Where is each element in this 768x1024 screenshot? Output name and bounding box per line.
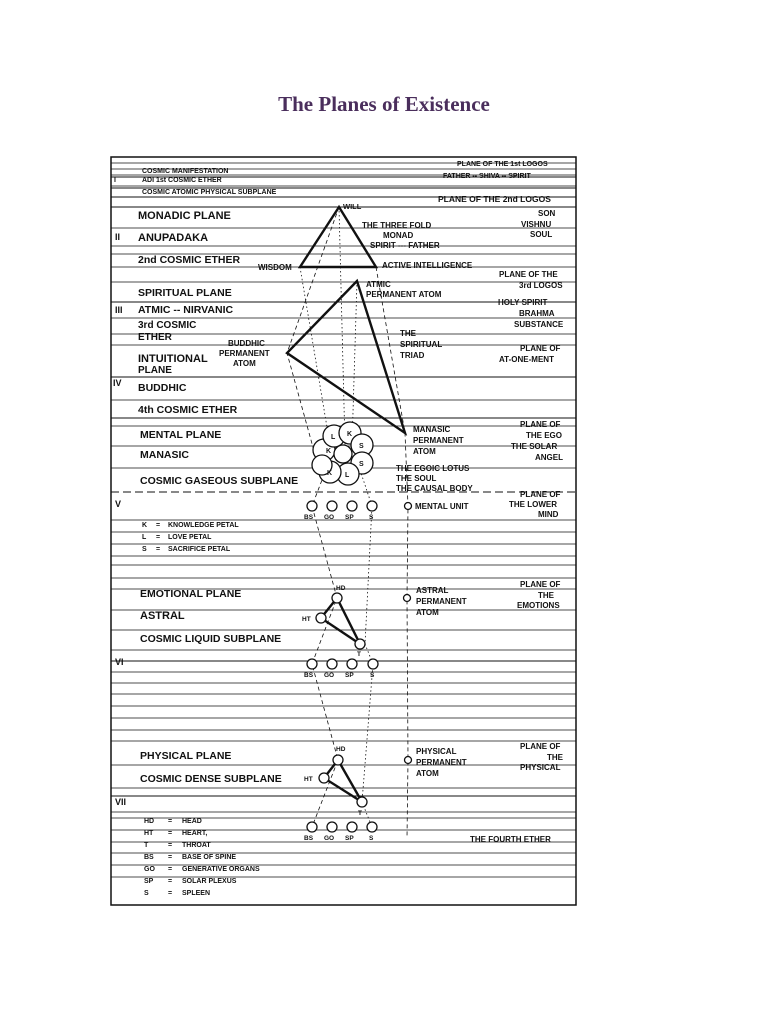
label-cosmic-3: 3rd COSMIC bbox=[138, 320, 197, 331]
chakra-label-t: T bbox=[357, 651, 361, 658]
label-physical-right: PHYSICAL bbox=[520, 763, 561, 772]
chakra-circle bbox=[368, 659, 378, 669]
numeral-iv: IV bbox=[113, 378, 122, 388]
chakra-label-bs: BS bbox=[304, 835, 314, 842]
petal-label-s: S bbox=[359, 443, 364, 450]
label-cosmic-liquid: COSMIC LIQUID SUBPLANE bbox=[140, 633, 282, 645]
label-astral-center: ASTRAL bbox=[416, 586, 449, 595]
astral-permanent-atom-point bbox=[404, 595, 411, 602]
label-atonement: AT-ONE-MENT bbox=[499, 355, 554, 364]
chakra-label-sp: SP bbox=[345, 514, 354, 521]
legend-equals: = bbox=[168, 830, 173, 837]
chakra-heart-circle bbox=[316, 613, 326, 623]
legend-desc: SOLAR PLEXUS bbox=[182, 878, 237, 885]
label-intuitional: INTUITIONAL bbox=[138, 353, 208, 365]
label-spiritual-center: SPIRITUAL bbox=[400, 340, 443, 349]
legend-key: L bbox=[142, 534, 147, 541]
chakra-circle bbox=[347, 501, 357, 511]
legend-key: HT bbox=[144, 830, 154, 837]
chakra-label-hd: HD bbox=[336, 585, 346, 592]
legend-key: S bbox=[142, 546, 147, 553]
label-logos-3: 3rd LOGOS bbox=[519, 281, 563, 290]
astral-triangle bbox=[321, 598, 360, 644]
label-permanent: PERMANENT bbox=[413, 436, 464, 445]
label-plane-of: PLANE OF bbox=[520, 420, 561, 429]
legend-desc: GENERATIVE ORGANS bbox=[182, 866, 260, 873]
chakra-label-t: T bbox=[358, 810, 362, 817]
legend-equals: = bbox=[156, 534, 161, 541]
chakra-label-bs: BS bbox=[304, 514, 314, 521]
chakra-row-physical bbox=[304, 746, 377, 842]
legend-desc: BASE OF SPINE bbox=[182, 854, 237, 861]
label-ether-3: ETHER bbox=[138, 332, 172, 343]
label-monadic: MONADIC PLANE bbox=[138, 210, 231, 222]
numeral-ii: II bbox=[115, 232, 121, 242]
legend-key: HD bbox=[144, 818, 155, 825]
legend-key: S bbox=[144, 890, 149, 897]
legend-equals: = bbox=[168, 842, 173, 849]
chakra-circle bbox=[307, 822, 317, 832]
label-the-solar: THE SOLAR bbox=[511, 442, 558, 451]
label-vishnu: VISHNU bbox=[521, 220, 552, 229]
label-will: WILL bbox=[343, 202, 362, 211]
label-brahma: BRAHMA bbox=[519, 309, 555, 318]
petal-label-k: K bbox=[347, 431, 353, 438]
legend-equals: = bbox=[156, 522, 161, 529]
label-buddhic: BUDDHIC bbox=[138, 382, 187, 394]
legend-equals: = bbox=[156, 546, 161, 553]
label-plane-of-the: PLANE OF THE bbox=[499, 270, 558, 279]
numeral-v: V bbox=[115, 499, 122, 509]
label-cosmic-gaseous: COSMIC GASEOUS SUBPLANE bbox=[140, 475, 299, 487]
legend-desc: KNOWLEDGE PETAL bbox=[168, 522, 239, 529]
label-physical-center: PHYSICAL bbox=[416, 747, 457, 756]
label-atom: ATOM bbox=[413, 447, 436, 456]
legend-key: SP bbox=[144, 878, 154, 885]
chakra-circle bbox=[347, 659, 357, 669]
legend-desc: LOVE PETAL bbox=[168, 534, 212, 541]
legend-equals: = bbox=[168, 878, 173, 885]
chakra-circle bbox=[307, 659, 317, 669]
page-title: The Planes of Existence bbox=[278, 92, 490, 116]
label-emotional: EMOTIONAL PLANE bbox=[140, 588, 242, 600]
legend-equals: = bbox=[168, 854, 173, 861]
physical-permanent-atom-point bbox=[405, 757, 412, 764]
label-manasic: MANASIC bbox=[140, 449, 189, 461]
label-egoic-lotus: THE EGOIC LOTUS bbox=[396, 464, 470, 473]
label-atom: ATOM bbox=[416, 769, 439, 778]
label-astral: ASTRAL bbox=[140, 610, 185, 622]
legend-equals: = bbox=[168, 818, 173, 825]
label-anupadaka: ANUPADAKA bbox=[138, 232, 209, 244]
label-substance: SUBSTANCE bbox=[514, 320, 564, 329]
petal-label-l: L bbox=[331, 434, 336, 441]
label-cosmic-atomic: COSMIC ATOMIC PHYSICAL SUBPLANE bbox=[142, 189, 277, 196]
legend-desc: THROAT bbox=[182, 842, 211, 849]
legend-desc: SACRIFICE PETAL bbox=[168, 546, 231, 553]
legend-desc: SPLEEN bbox=[182, 890, 211, 897]
label-spiritual-the: THE bbox=[400, 329, 416, 338]
label-cosmic-ether-2: 2nd COSMIC ETHER bbox=[138, 254, 241, 266]
chakra-label-s: S bbox=[369, 514, 374, 521]
label-permanent: PERMANENT bbox=[416, 758, 467, 767]
label-three-fold: THE THREE FOLD bbox=[362, 221, 432, 230]
legend-desc: HEAD bbox=[182, 818, 202, 825]
label-causal-body: THE CAUSAL BODY bbox=[396, 484, 473, 493]
label-mind: MIND bbox=[538, 510, 559, 519]
label-angel: ANGEL bbox=[535, 453, 563, 462]
dotted-links-top bbox=[300, 207, 357, 445]
chakra-label-bs: BS bbox=[304, 672, 314, 679]
chakra-label-hd: HD bbox=[336, 746, 346, 753]
label-plane-of: PLANE OF bbox=[520, 344, 561, 353]
chakra-label-sp: SP bbox=[345, 835, 354, 842]
label-spiritual: SPIRITUAL PLANE bbox=[138, 287, 232, 299]
label-atmic-center: ATMIC bbox=[366, 280, 391, 289]
chakra-circle bbox=[327, 822, 337, 832]
monad-triangle bbox=[300, 207, 376, 267]
chakra-label-ht: HT bbox=[304, 776, 313, 783]
chakra-head-circle bbox=[332, 593, 342, 603]
chakra-circle bbox=[367, 822, 377, 832]
chakra-circle bbox=[307, 501, 317, 511]
legend-desc: HEART, bbox=[182, 830, 208, 837]
chakra-label-s: S bbox=[369, 835, 374, 842]
legend-petals bbox=[142, 522, 239, 553]
label-father-shiva: FATHER -- SHIVA -- SPIRIT bbox=[443, 173, 531, 180]
egoic-lotus bbox=[312, 422, 373, 485]
chakra-circle bbox=[327, 501, 337, 511]
label-manasic-center: MANASIC bbox=[413, 425, 451, 434]
chakra-heart-circle bbox=[319, 773, 329, 783]
chakra-row-mental bbox=[304, 501, 377, 521]
label-plane-of: PLANE OF bbox=[520, 580, 561, 589]
spiritual-triad-triangle bbox=[287, 281, 405, 433]
chakra-head-circle bbox=[333, 755, 343, 765]
petal-label-s: S bbox=[359, 461, 364, 468]
label-plane-of: PLANE OF bbox=[520, 490, 561, 499]
label-logos-2: PLANE OF THE 2nd LOGOS bbox=[438, 194, 551, 204]
label-permanent: PERMANENT bbox=[219, 349, 270, 358]
chakra-circle bbox=[327, 659, 337, 669]
chakra-label-s: S bbox=[370, 672, 375, 679]
label-holy-spirit: HOLY SPIRIT bbox=[498, 298, 548, 307]
legend-key: BS bbox=[144, 854, 154, 861]
legend-key: K bbox=[142, 522, 148, 529]
label-permanent-atom: PERMANENT ATOM bbox=[366, 290, 442, 299]
label-plane-of: PLANE OF bbox=[520, 742, 561, 751]
label-mental-unit: MENTAL UNIT bbox=[415, 502, 469, 511]
label-cosmic-manifestation: COSMIC MANIFESTATION bbox=[142, 168, 229, 175]
legend-key: T bbox=[144, 842, 149, 849]
chakra-label-go: GO bbox=[324, 835, 335, 842]
legend-key: GO bbox=[144, 866, 155, 873]
label-spirit-father: SPIRIT --- FATHER bbox=[370, 241, 440, 250]
label-physical: PHYSICAL PLANE bbox=[140, 750, 232, 762]
label-cosmic-ether-4: 4th COSMIC ETHER bbox=[138, 404, 238, 416]
label-the-ego: THE EGO bbox=[526, 431, 563, 440]
petal-label-k: K bbox=[326, 448, 332, 455]
chakra-throat-circle bbox=[357, 797, 367, 807]
label-emotions: EMOTIONS bbox=[517, 601, 560, 610]
label-logos-1: PLANE OF THE 1st LOGOS bbox=[457, 161, 548, 168]
label-the: THE bbox=[538, 591, 554, 600]
label-mental: MENTAL PLANE bbox=[140, 429, 222, 441]
label-atmic: ATMIC -- NIRVANIC bbox=[138, 304, 234, 316]
label-the: THE bbox=[547, 753, 563, 762]
chakra-label-go: GO bbox=[324, 672, 335, 679]
label-soul: SOUL bbox=[530, 230, 553, 239]
label-permanent: PERMANENT bbox=[416, 597, 467, 606]
label-fourth-ether: THE FOURTH ETHER bbox=[470, 835, 551, 844]
label-atom: ATOM bbox=[416, 608, 439, 617]
chakra-label-go: GO bbox=[324, 514, 335, 521]
numeral-vi: VI bbox=[115, 657, 124, 667]
label-intuitional-plane: PLANE bbox=[138, 365, 172, 376]
legend-equals: = bbox=[168, 890, 173, 897]
label-wisdom: WISDOM bbox=[258, 263, 292, 272]
chakra-throat-circle bbox=[355, 639, 365, 649]
petal-label-k: K bbox=[327, 470, 333, 477]
chakra-label-ht: HT bbox=[302, 616, 311, 623]
chakra-circle bbox=[367, 501, 377, 511]
numeral-i: I bbox=[114, 177, 116, 184]
numeral-iii: III bbox=[115, 305, 123, 315]
label-triad: TRIAD bbox=[400, 351, 425, 360]
numeral-vii: VII bbox=[115, 797, 127, 807]
label-adi: ADI 1st COSMIC ETHER bbox=[142, 177, 222, 184]
label-active-intelligence: ACTIVE INTELLIGENCE bbox=[382, 261, 473, 270]
chakra-circle bbox=[347, 822, 357, 832]
label-son: SON bbox=[538, 209, 556, 218]
lotus-petal bbox=[334, 445, 352, 463]
label-the-lower: THE LOWER bbox=[509, 500, 557, 509]
label-cosmic-dense: COSMIC DENSE SUBPLANE bbox=[140, 773, 282, 785]
label-atom: ATOM bbox=[233, 359, 256, 368]
label-buddhic-center: BUDDHIC bbox=[228, 339, 265, 348]
legend-equals: = bbox=[168, 866, 173, 873]
mental-unit-point bbox=[405, 503, 412, 510]
label-the-soul: THE SOUL bbox=[396, 474, 437, 483]
label-monad: MONAD bbox=[383, 231, 414, 240]
chakra-label-sp: SP bbox=[345, 672, 354, 679]
petal-label-l: L bbox=[345, 472, 350, 479]
